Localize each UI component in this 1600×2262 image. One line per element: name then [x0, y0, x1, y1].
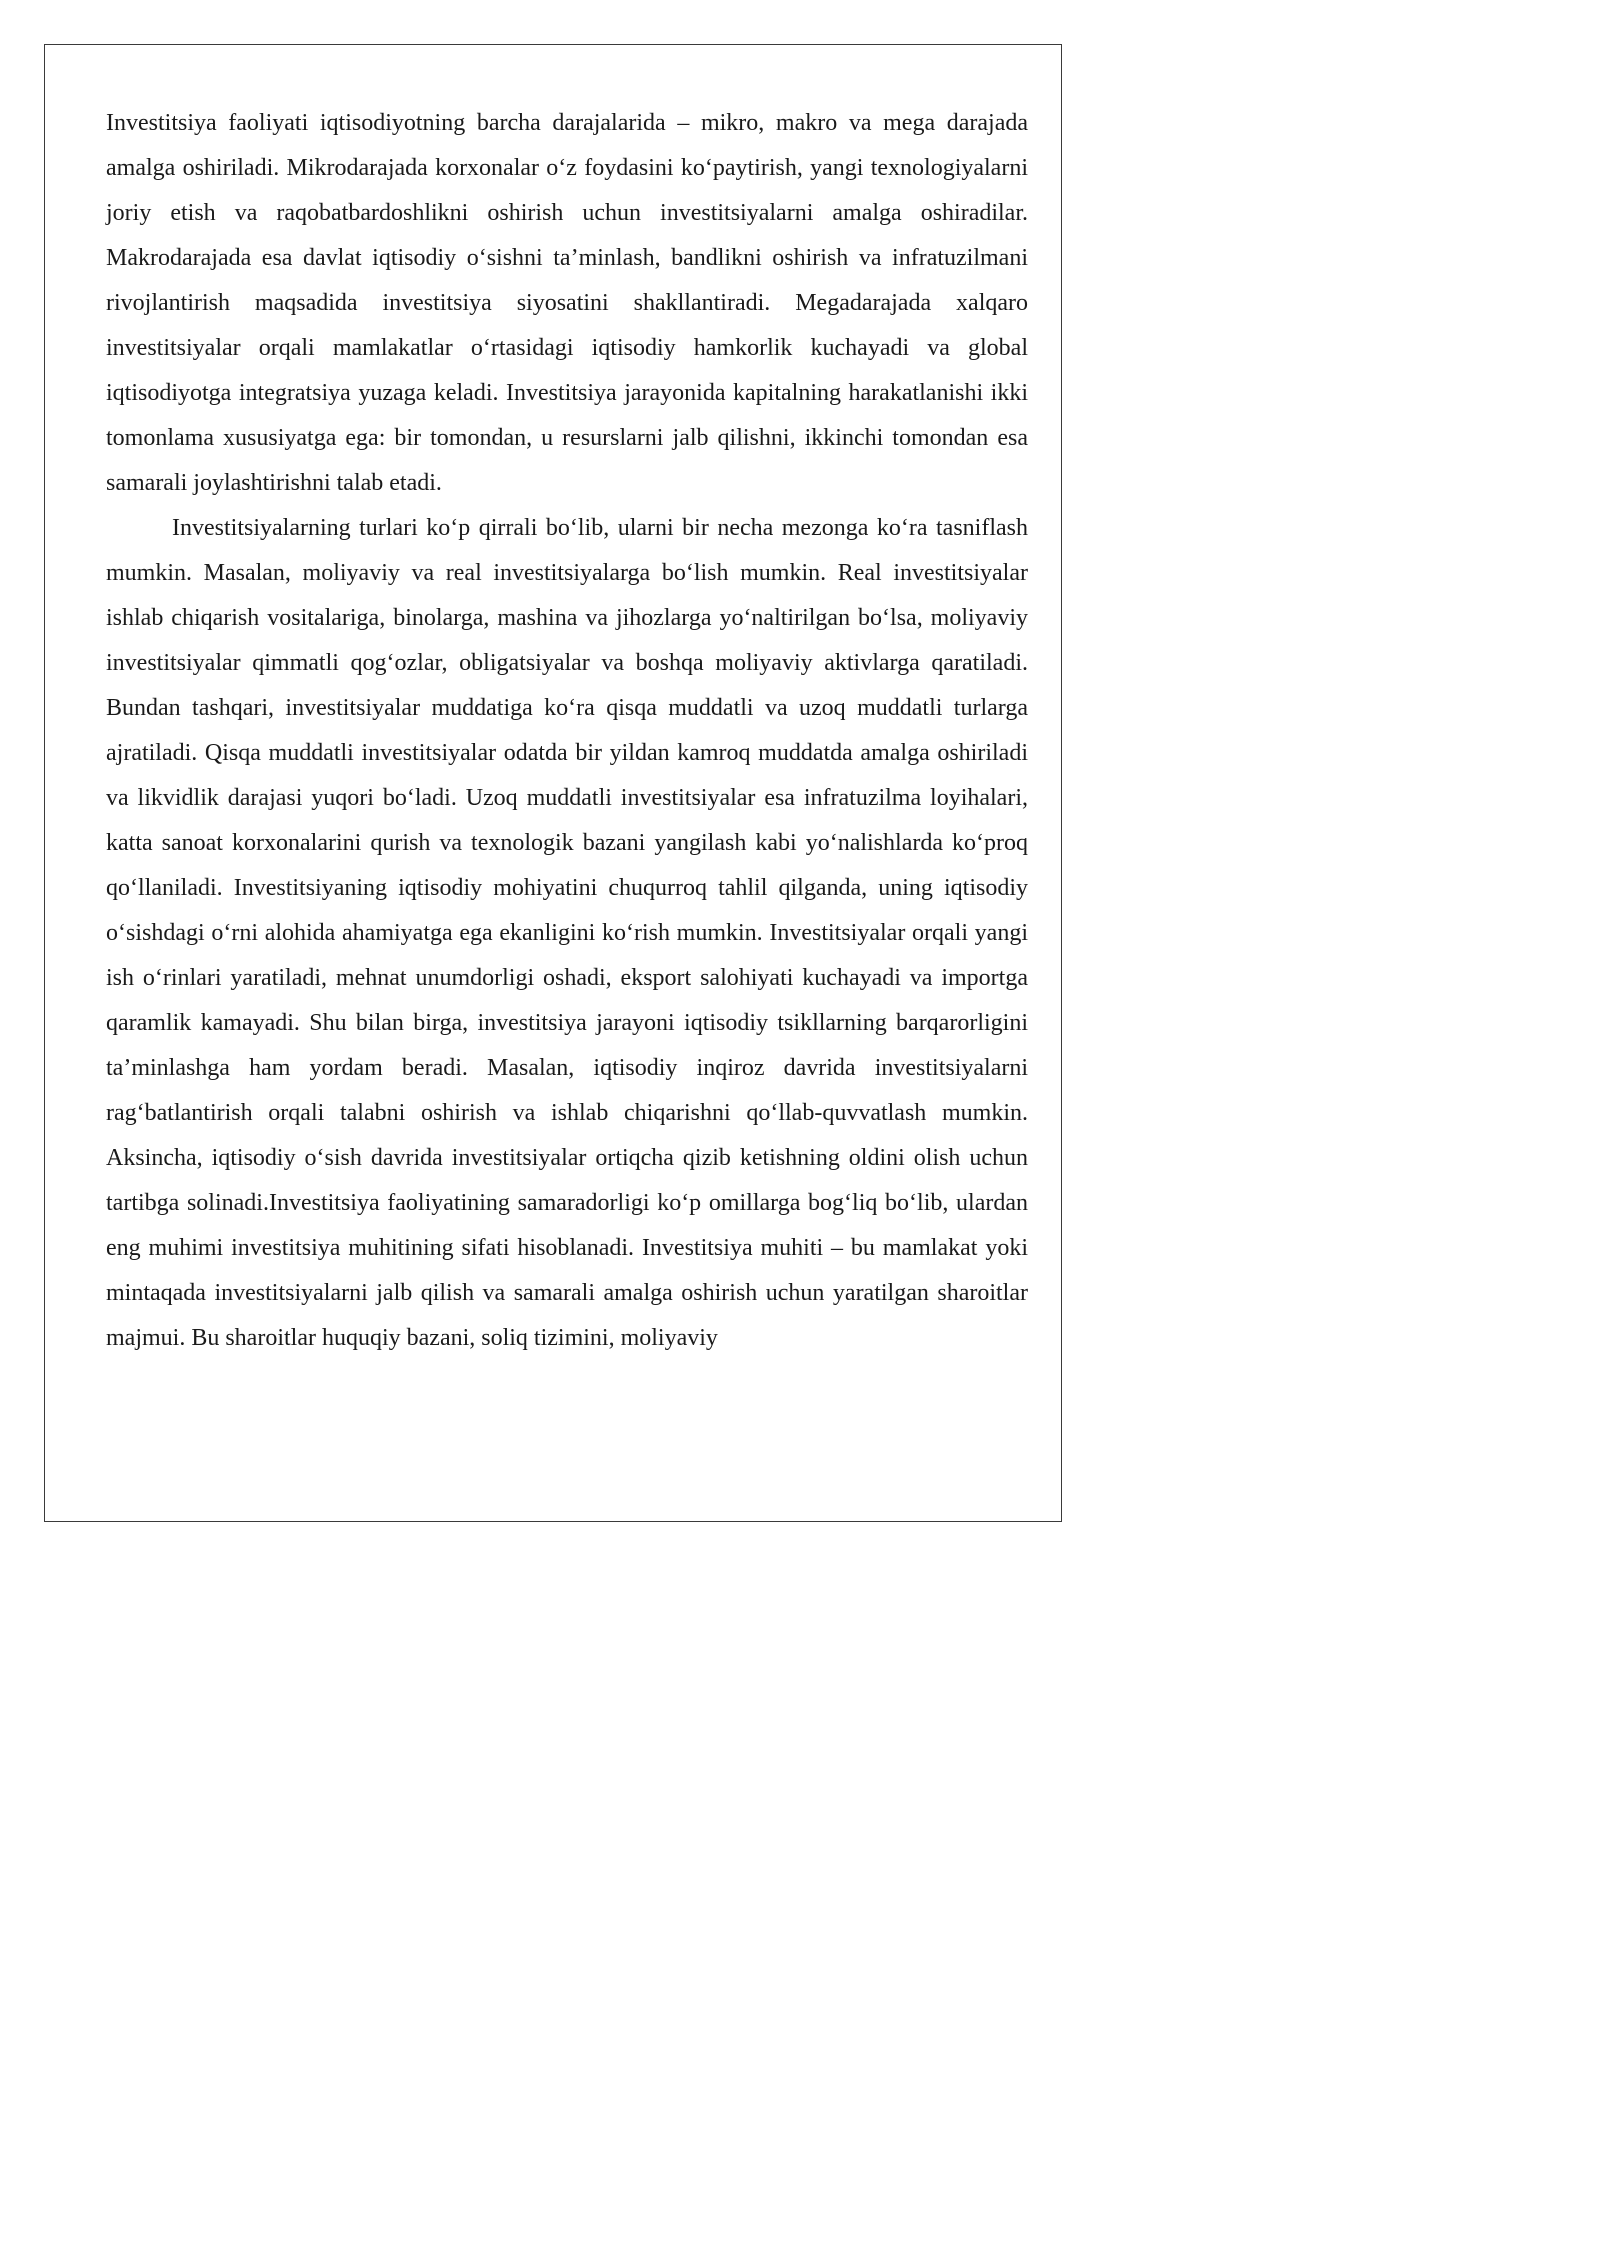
paragraph-1: Investitsiya faoliyati iqtisodiyotning barcha darajalarida – mikro, makro va mega darajada amalga oshiriladi. Mikrodarajada korxonalar o‘z foydasini ko‘paytirish, yangi texnologiyalarni joriy etish va raqobatbardoshlikni oshirish uchun investitsiyalarni amalga oshiradilar. Makrodarajada esa davlat iqtisodiy o‘sishni ta’minlash, bandlikni oshirish va infratuzilmani rivojlantirish maqsadida investitsiya siyosatini shakllantiradi. Megadarajada xalqaro investitsiyalar orqali mamlakatlar o‘rtasidagi iqtisodiy hamkorlik kuchayadi va global iqtisodiyotga integratsiya yuzaga keladi. Investitsiya jarayonida kapitalning harakatlanishi ikki tomonlama xususiyatga ega: bir tomondan, u resurslarni jalb qilishni, ikkinchi tomondan esa samarali joylashtirishni talab etadi.: [106, 110, 1028, 496]
paragraph-2: Investitsiyalarning turlari ko‘p qirrali bo‘lib, ularni bir necha mezonga ko‘ra tasniflash mumkin. Masalan, moliyaviy va real investitsiyalarga bo‘lish mumkin. Real investitsiyalar ishlab chiqarish vositalariga, binolarga, mashina va jihozlarga yo‘naltirilgan bo‘lsa, moliyaviy investitsiyalar qimmatli qog‘ozlar, obligatsiyalar va boshqa moliyaviy aktivlarga qaratiladi. Bundan tashqari, investitsiyalar muddatiga ko‘ra qisqa muddatli va uzoq muddatli turlarga ajratiladi. Qisqa muddatli investitsiyalar odatda bir yildan kamroq muddatda amalga oshiriladi va likvidlik darajasi yuqori bo‘ladi. Uzoq muddatli investitsiyalar esa infratuzilma loyihalari, katta sanoat korxonalarini qurish va texnologik bazani yangilash kabi yo‘nalishlarda ko‘proq qo‘llaniladi. Investitsiyaning iqtisodiy mohiyatini chuqurroq tahlil qilganda, uning iqtisodiy o‘sishdagi o‘rni alohida ahamiyatga ega ekanligini ko‘rish mumkin. Investitsiyalar orqali yangi ish o‘rinlari yaratiladi, mehnat unumdorligi oshadi, eksport salohiyati kuchayadi va importga qaramlik kamayadi. Shu bilan birga, investitsiya jarayoni iqtisodiy tsikllarning barqarorligini ta’minlashga ham yordam beradi. Masalan, iqtisodiy inqiroz davrida investitsiyalarni rag‘batlantirish orqali talabni oshirish va ishlab chiqarishni qo‘llab-quvvatlash mumkin. Aksincha, iqtisodiy o‘sish davrida investitsiyalar ortiqcha qizib ketishning oldini olish uchun tartibga solinadi.Investitsiya faoliyatining samaradorligi ko‘p omillarga bog‘liq bo‘lib, ulardan eng muhimi investitsiya muhitining sifati hisoblanadi. Investitsiya muhiti – bu mamlakat yoki mintaqada investitsiyalarni jalb qilish va samarali amalga oshirish uchun yaratilgan sharoitlar majmui. Bu sharoitlar huquqiy bazani, soliq tizimini, moliyaviy: [106, 515, 1028, 1351]
document-body: [106, 101, 1028, 1361]
